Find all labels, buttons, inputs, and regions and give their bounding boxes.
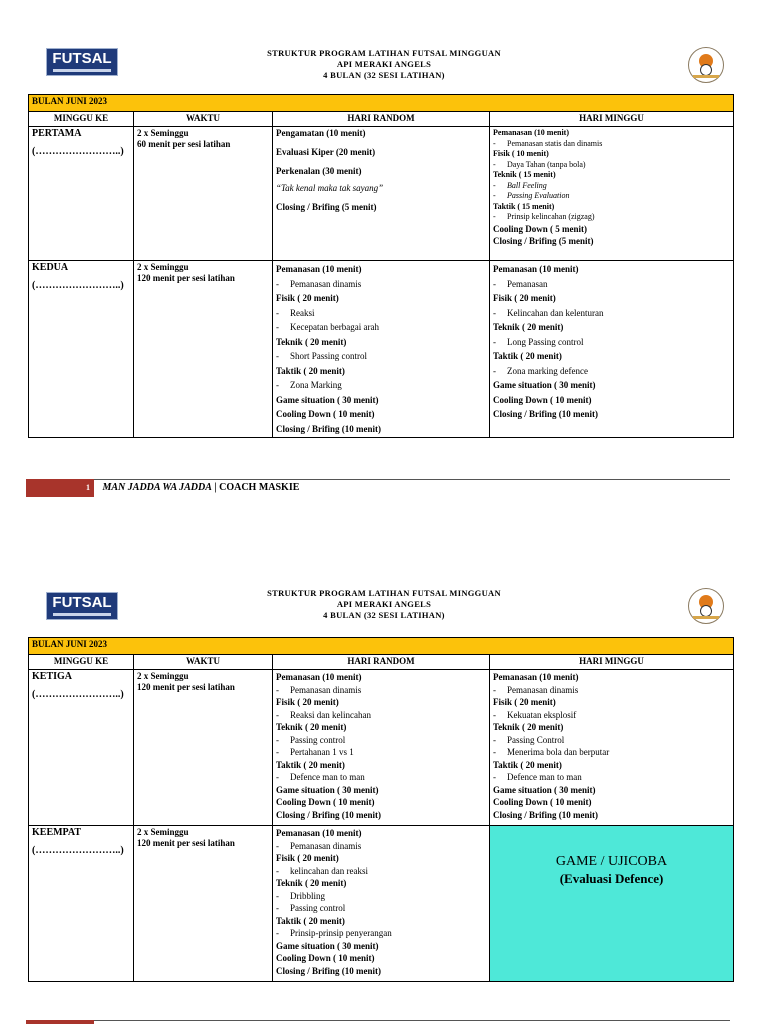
activity-heading: Closing / Brifing (5 menit) — [493, 235, 594, 246]
activity-heading: Taktik ( 15 menit) — [493, 201, 555, 211]
document-title — [0, 48, 768, 81]
schedule-table — [28, 94, 734, 438]
activity-heading: Game situation ( 30 menit) — [276, 784, 379, 795]
col-header-waktu: WAKTU — [134, 655, 273, 670]
activity-heading: Fisik ( 20 menit) — [276, 293, 339, 303]
activity-heading: Pemanasan (10 menit) — [276, 672, 362, 682]
activity-heading: Taktik ( 20 menit) — [276, 915, 345, 926]
duration: 120 menit per sesi latihan — [137, 838, 235, 848]
activity-heading: Game situation ( 30 menit) — [493, 380, 596, 390]
list-item: - Daya Tahan (tanpa bola) — [493, 159, 586, 169]
list-item: - Kecepatan berbagai arah — [276, 322, 379, 332]
game-ujicoba-cell — [490, 826, 734, 982]
activity-heading: Closing / Brifing (10 menit) — [276, 965, 381, 976]
time-cell — [134, 670, 273, 826]
activity-heading: Perkenalan (30 menit) — [276, 166, 362, 176]
activity-heading: Pemanasan (10 menit) — [276, 264, 362, 274]
week-cell — [29, 261, 134, 438]
schedule-table — [28, 637, 734, 982]
page-footer — [86, 479, 299, 497]
title-line-3: 4 BULAN (32 SESI LATIHAN) — [323, 610, 445, 620]
footer-separator: | — [211, 482, 220, 493]
activity-heading: Pemanasan (10 menit) — [276, 828, 362, 838]
time-cell — [134, 826, 273, 982]
list-item: - Zona marking defence — [493, 365, 588, 376]
list-item: - Pemanasan dinamis — [276, 278, 362, 289]
activity-heading: Game situation ( 30 menit) — [493, 784, 596, 795]
activity-heading: Cooling Down ( 10 menit) — [276, 409, 375, 419]
title-line-1: STRUKTUR PROGRAM LATIHAN FUTSAL MINGGUAN — [267, 48, 501, 58]
activity-heading: Teknik ( 20 menit) — [493, 722, 564, 732]
activity-heading: Game situation ( 30 menit) — [276, 940, 379, 951]
game-title: GAME / UJICOBA — [555, 854, 668, 869]
activity-heading: Closing / Brifing (10 menit) — [493, 409, 598, 419]
list-item: - Defence man to man — [276, 772, 365, 782]
list-item: - Passing control — [276, 734, 346, 745]
week-name: KEEMPAT — [32, 827, 82, 838]
month-row — [29, 638, 734, 655]
footer-accent-bar — [26, 1020, 94, 1024]
frequency: 2 x Seminggu — [137, 128, 189, 138]
activity-heading: Teknik ( 20 menit) — [493, 322, 564, 332]
frequency: 2 x Seminggu — [137, 262, 189, 272]
activity-quote: “Tak kenal maka tak sayang” — [276, 183, 384, 193]
list-item: - Kelincahan dan kelenturan — [493, 307, 604, 318]
week-name: KEDUA — [32, 262, 69, 273]
table-row — [29, 826, 734, 982]
footer-author: COACH MASKIE — [219, 482, 300, 493]
title-line-1: STRUKTUR PROGRAM LATIHAN FUTSAL MINGGUAN — [267, 588, 501, 598]
col-header-hari-minggu: HARI MINGGU — [490, 112, 734, 127]
page-number: 1 — [86, 483, 90, 492]
list-item: - Prinsip kelincahan (zigzag) — [493, 212, 595, 221]
list-item: - Prinsip-prinsip penyerangan — [276, 928, 392, 938]
list-item: - Ball Feeling — [493, 180, 547, 190]
futsal-logo-text: FUTSAL — [52, 50, 112, 67]
title-line-2: API MERAKI ANGELS — [336, 599, 432, 609]
futsal-logo-text: FUTSAL — [52, 594, 112, 611]
list-item: - Pemanasan dinamis — [493, 684, 579, 695]
activity-heading: Pemanasan (10 menit) — [493, 264, 579, 274]
random-day-cell — [273, 826, 490, 982]
activity-heading: Pemanasan (10 menit) — [493, 672, 579, 682]
list-item: - Reaksi dan kelincahan — [276, 709, 371, 720]
list-item: - Pemanasan — [493, 278, 548, 289]
random-day-cell — [273, 670, 490, 826]
activity-heading: Game situation ( 30 menit) — [276, 394, 379, 405]
table-row — [29, 670, 734, 826]
list-item: - Reaksi — [276, 307, 315, 318]
sunday-cell — [490, 127, 734, 261]
list-item: - Pemanasan dinamis — [276, 684, 362, 695]
activity-heading: Teknik ( 20 menit) — [276, 336, 347, 347]
random-day-cell — [273, 261, 490, 438]
activity-heading: Fisik ( 20 menit) — [276, 697, 339, 707]
list-item: - Defence man to man — [493, 772, 582, 782]
activity-heading: Teknik ( 15 menit) — [493, 170, 556, 179]
activity-heading: Closing / Brifing (10 menit) — [493, 809, 598, 820]
title-line-3: 4 BULAN (32 SESI LATIHAN) — [323, 70, 445, 80]
list-item: - Zona Marking — [276, 380, 342, 390]
footer-accent-bar — [26, 479, 94, 497]
week-cell — [29, 127, 134, 261]
week-dots: (……………………..) — [32, 280, 124, 291]
list-item: - Passing Evaluation — [493, 191, 570, 200]
list-item: - Pertahanan 1 vs 1 — [276, 747, 354, 757]
game-subtitle: (Evaluasi Defence) — [559, 871, 664, 886]
page-2 — [0, 542, 768, 1024]
week-name: PERTAMA — [32, 128, 82, 139]
list-item: - kelincahan dan reaksi — [276, 865, 368, 876]
col-header-hari-random: HARI RANDOM — [273, 112, 490, 127]
activity-heading: Cooling Down ( 10 menit) — [493, 797, 592, 807]
table-row — [29, 261, 734, 438]
week-cell — [29, 670, 134, 826]
activity-heading: Cooling Down ( 10 menit) — [493, 394, 592, 405]
footer-divider — [26, 1020, 730, 1021]
duration: 120 menit per sesi latihan — [137, 682, 235, 692]
list-item: - Kekuatan eksplosif — [493, 709, 577, 720]
activity-heading: Closing / Brifing (5 menit) — [276, 202, 377, 212]
activity-heading: Taktik ( 20 menit) — [276, 365, 345, 376]
activity-heading: Taktik ( 20 menit) — [493, 351, 562, 361]
month-label: BULAN JUNI 2023 — [29, 638, 734, 655]
header-row — [29, 655, 734, 670]
activity-heading: Teknik ( 20 menit) — [276, 878, 347, 888]
activity-heading: Fisik ( 20 menit) — [493, 697, 556, 707]
activity-heading: Pemanasan (10 menit) — [493, 128, 569, 137]
activity-heading: Teknik ( 20 menit) — [276, 722, 347, 732]
header-row — [29, 112, 734, 127]
list-item: - Pemanasan dinamis — [276, 840, 362, 851]
list-item: - Pemanasan statis dan dinamis — [493, 138, 603, 148]
random-day-cell — [273, 127, 490, 261]
list-item: - Dribbling — [276, 890, 325, 901]
activity-heading: Pengamatan (10 menit) — [276, 128, 366, 138]
activity-heading: Closing / Brifing (10 menit) — [276, 809, 381, 820]
week-name: KETIGA — [32, 671, 73, 682]
activity-heading: Taktik ( 20 menit) — [276, 759, 345, 770]
activity-heading: Fisik ( 10 menit) — [493, 149, 549, 158]
activity-heading: Taktik ( 20 menit) — [493, 759, 562, 770]
frequency: 2 x Seminggu — [137, 671, 189, 681]
activity-heading: Evaluasi Kiper (20 menit) — [276, 147, 376, 157]
week-dots: (……………………..) — [32, 689, 124, 700]
table-row — [29, 127, 734, 261]
col-header-minggu-ke: MINGGU KE — [29, 655, 134, 670]
activity-heading: Cooling Down ( 10 menit) — [276, 797, 375, 807]
month-row — [29, 95, 734, 112]
frequency: 2 x Seminggu — [137, 827, 189, 837]
list-item: - Passing control — [276, 903, 346, 913]
col-header-hari-random: HARI RANDOM — [273, 655, 490, 670]
list-item: - Long Passing control — [493, 336, 584, 347]
col-header-waktu: WAKTU — [134, 112, 273, 127]
month-label: BULAN JUNI 2023 — [29, 95, 734, 112]
duration: 60 menit per sesi latihan — [137, 139, 231, 149]
col-header-hari-minggu: HARI MINGGU — [490, 655, 734, 670]
list-item: - Menerima bola dan berputar — [493, 747, 610, 757]
duration: 120 menit per sesi latihan — [137, 273, 235, 283]
activity-heading: Fisik ( 20 menit) — [276, 853, 339, 863]
title-line-2: API MERAKI ANGELS — [336, 59, 432, 69]
list-item: - Passing Control — [493, 734, 565, 745]
activity-heading: Closing / Brifing (10 menit) — [276, 423, 381, 434]
time-cell — [134, 261, 273, 438]
sunday-cell — [490, 261, 734, 438]
document-title — [0, 588, 768, 621]
activity-heading: Fisik ( 20 menit) — [493, 293, 556, 303]
col-header-minggu-ke: MINGGU KE — [29, 112, 134, 127]
week-cell — [29, 826, 134, 982]
week-dots: (……………………..) — [32, 146, 124, 157]
activity-heading: Cooling Down ( 5 menit) — [493, 223, 587, 234]
footer-motto: MAN JADDA WA JADDA — [102, 482, 212, 493]
week-dots: (……………………..) — [32, 845, 124, 856]
sunday-cell — [490, 670, 734, 826]
list-item: - Short Passing control — [276, 351, 368, 361]
time-cell — [134, 127, 273, 261]
activity-heading: Cooling Down ( 10 menit) — [276, 953, 375, 963]
